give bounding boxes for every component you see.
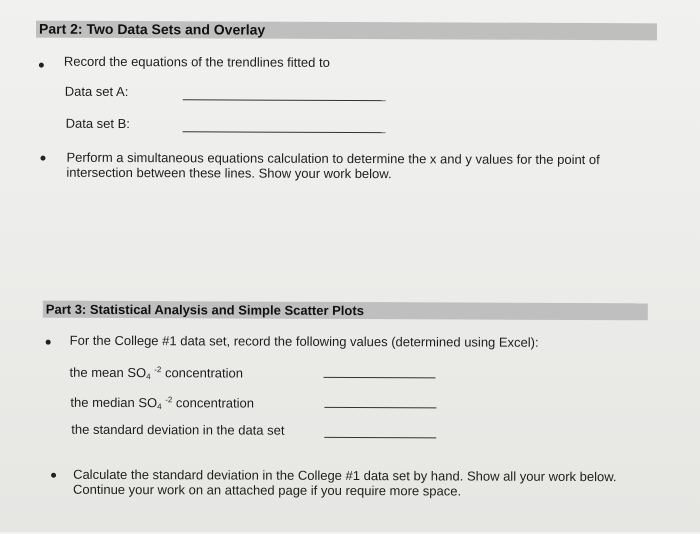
dataset-b-answer-line[interactable]: [183, 131, 386, 133]
stdev-answer-line[interactable]: [324, 437, 436, 438]
part2-instruction-trendlines: Record the equations of the trendlines fitted to: [63, 53, 330, 70]
dataset-a-label: Data set A:: [64, 83, 129, 100]
dataset-b-label: Data set B:: [65, 115, 130, 132]
mean-answer-line[interactable]: [324, 377, 436, 378]
part3-instruction-hand-calc-line1: Calculate the standard deviation in the College #1 data set by hand. Show all your work below.: [73, 466, 617, 485]
bullet: [51, 473, 56, 478]
bullet: [39, 63, 44, 68]
part3-header: Part 3: Statistical Analysis and Simple Scatter Plots: [43, 301, 648, 321]
mean-so4-label: the mean $SO_4$ $^{-2}$ concentration: [69, 364, 244, 382]
dataset-a-answer-line[interactable]: [183, 99, 386, 101]
bullet: [40, 156, 45, 161]
part2-instruction-intersection-line1: Perform a simultaneous equations calculation to determine the x and y values for the point of: [66, 149, 600, 168]
part2-instruction-intersection-line2: intersection between these lines. Show your work below.: [66, 164, 392, 182]
median-so4-label: the median $SO_4$ $^{-2}$ concentration: [70, 394, 255, 412]
part3-instruction-hand-calc-line2: Continue your work on an attached page if you require more space.: [72, 481, 462, 499]
part3-instruction-college-data: For the College #1 data set, record the following values (determined using Excel):: [69, 332, 539, 350]
median-answer-line[interactable]: [324, 407, 436, 408]
stdev-label: the standard deviation in the data set: [71, 421, 285, 438]
bullet: [46, 340, 51, 345]
part2-header: Part 2: Two Data Sets and Overlay: [36, 21, 657, 41]
